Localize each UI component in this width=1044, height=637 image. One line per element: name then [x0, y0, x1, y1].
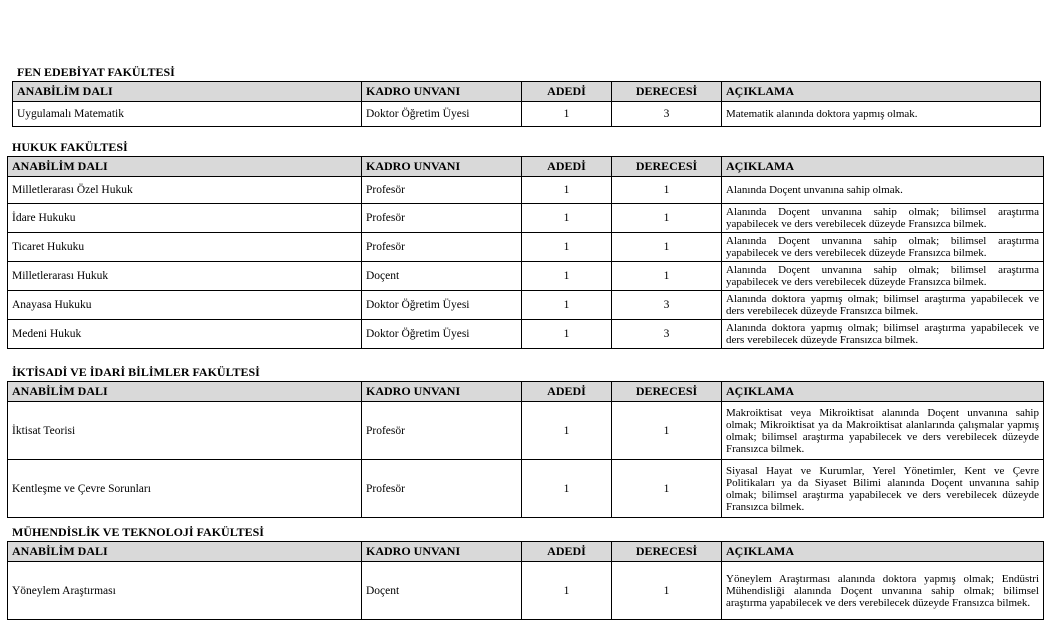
cell-title: Profesör — [362, 460, 522, 518]
header-aciklama: AÇIKLAMA — [722, 82, 1041, 102]
cell-degree: 3 — [612, 291, 722, 320]
header-aciklama: AÇIKLAMA — [722, 542, 1044, 562]
cell-dept: Milletlerarası Özel Hukuk — [8, 177, 362, 204]
header-derecesi: DERECESİ — [612, 382, 722, 402]
table-row — [8, 291, 1044, 320]
cell-desc: Alanında Doçent unvanına sahip olmak; bilimsel araştırma yapabilecek ve ders verebilecek düzeyde Fransızca bilmek. — [722, 262, 1044, 291]
header-kadro-unvani: KADRO UNVANI — [362, 157, 522, 177]
cell-title: Profesör — [362, 177, 522, 204]
table-row — [8, 402, 1044, 460]
table-hukuk — [7, 156, 1044, 349]
table-muhendislik — [7, 541, 1044, 620]
cell-count: 1 — [522, 204, 612, 233]
section-title-iktisadi-idari: İKTİSADİ VE İDARİ BİLİMLER FAKÜLTESİ — [12, 365, 260, 379]
cell-desc: Alanında doktora yapmış olmak; bilimsel araştırma yapabilecek ve ders verebilecek düzeyde Fransızca bilmek. — [722, 320, 1044, 349]
header-kadro-unvani: KADRO UNVANI — [362, 542, 522, 562]
cell-degree: 1 — [612, 562, 722, 620]
cell-degree: 1 — [612, 460, 722, 518]
cell-count: 1 — [522, 233, 612, 262]
cell-degree: 3 — [612, 102, 722, 127]
cell-dept: Milletlerarası Hukuk — [8, 262, 362, 291]
table-header-row — [8, 382, 1044, 402]
cell-title: Profesör — [362, 402, 522, 460]
cell-desc: Siyasal Hayat ve Kurumlar, Yerel Yönetimler, Kent ve Çevre Politikaları ya da Siyaset Bilimi alanında Doçent unvanına sahip olmak; bilimsel araştırma yapabilecek ve ders verebilecek düzeyde Fransızca bilmek. — [722, 460, 1044, 518]
cell-degree: 1 — [612, 233, 722, 262]
cell-desc: Alanında Doçent unvanına sahip olmak. — [722, 177, 1044, 204]
header-anabilim-dali: ANABİLİM DALI — [13, 82, 362, 102]
cell-degree: 1 — [612, 204, 722, 233]
cell-title: Profesör — [362, 233, 522, 262]
header-adedi: ADEDİ — [522, 542, 612, 562]
header-derecesi: DERECESİ — [612, 542, 722, 562]
table-header-row — [13, 82, 1041, 102]
cell-title: Doktor Öğretim Üyesi — [362, 291, 522, 320]
cell-count: 1 — [522, 402, 612, 460]
cell-degree: 1 — [612, 262, 722, 291]
table-row — [8, 460, 1044, 518]
cell-dept: İdare Hukuku — [8, 204, 362, 233]
cell-degree: 3 — [612, 320, 722, 349]
cell-dept: Anayasa Hukuku — [8, 291, 362, 320]
header-kadro-unvani: KADRO UNVANI — [362, 382, 522, 402]
section-title-hukuk: HUKUK FAKÜLTESİ — [12, 140, 128, 154]
section-title-fen-edebiyat: FEN EDEBİYAT FAKÜLTESİ — [17, 65, 175, 79]
cell-degree: 1 — [612, 177, 722, 204]
cell-count: 1 — [522, 291, 612, 320]
table-fen-edebiyat — [12, 81, 1041, 127]
cell-count: 1 — [522, 177, 612, 204]
header-anabilim-dali: ANABİLİM DALI — [8, 542, 362, 562]
table-iktisadi-idari — [7, 381, 1044, 518]
header-adedi: ADEDİ — [522, 157, 612, 177]
cell-count: 1 — [522, 460, 612, 518]
header-anabilim-dali: ANABİLİM DALI — [8, 157, 362, 177]
table-header-row — [8, 157, 1044, 177]
table-row — [8, 204, 1044, 233]
cell-desc: Matematik alanında doktora yapmış olmak. — [722, 102, 1041, 127]
header-aciklama: AÇIKLAMA — [722, 157, 1044, 177]
cell-dept: Kentleşme ve Çevre Sorunları — [8, 460, 362, 518]
table-row — [13, 102, 1041, 127]
cell-title: Doçent — [362, 562, 522, 620]
header-adedi: ADEDİ — [522, 82, 612, 102]
header-aciklama: AÇIKLAMA — [722, 382, 1044, 402]
section-title-muhendislik: MÜHENDİSLİK VE TEKNOLOJİ FAKÜLTESİ — [12, 525, 264, 539]
cell-desc: Yöneylem Araştırması alanında doktora yapmış olmak; Endüstri Mühendisliği alanında Doçent unvanına sahip olmak; bilimsel araştırma yapabilecek ve ders verebilecek düzeyde Fransızca bilmek. — [722, 562, 1044, 620]
cell-title: Doktor Öğretim Üyesi — [362, 102, 522, 127]
header-anabilim-dali: ANABİLİM DALI — [8, 382, 362, 402]
table-row — [8, 320, 1044, 349]
cell-title: Doçent — [362, 262, 522, 291]
table-row — [8, 177, 1044, 204]
table-row — [8, 262, 1044, 291]
table-row — [8, 233, 1044, 262]
cell-desc: Alanında doktora yapmış olmak; bilimsel araştırma yapabilecek ve ders verebilecek düzeyde Fransızca bilmek. — [722, 291, 1044, 320]
cell-count: 1 — [522, 262, 612, 291]
cell-dept: Ticaret Hukuku — [8, 233, 362, 262]
table-row — [8, 562, 1044, 620]
table-header-row — [8, 542, 1044, 562]
cell-dept: İktisat Teorisi — [8, 402, 362, 460]
header-adedi: ADEDİ — [522, 382, 612, 402]
cell-dept: Medeni Hukuk — [8, 320, 362, 349]
cell-desc: Alanında Doçent unvanına sahip olmak; bilimsel araştırma yapabilecek ve ders verebilecek düzeyde Fransızca bilmek. — [722, 204, 1044, 233]
cell-desc: Makroiktisat veya Mikroiktisat alanında Doçent unvanına sahip olmak; Mikroiktisat ya da Makroiktisat alanlarında çalışmalar yapmış olmak; bilimsel araştırma yapabilecek ve ders verebilecek düzeyde Fransızca bilmek. — [722, 402, 1044, 460]
cell-dept: Yöneylem Araştırması — [8, 562, 362, 620]
cell-count: 1 — [522, 562, 612, 620]
cell-dept: Uygulamalı Matematik — [13, 102, 362, 127]
cell-count: 1 — [522, 102, 612, 127]
header-derecesi: DERECESİ — [612, 157, 722, 177]
header-kadro-unvani: KADRO UNVANI — [362, 82, 522, 102]
cell-degree: 1 — [612, 402, 722, 460]
header-derecesi: DERECESİ — [612, 82, 722, 102]
cell-title: Profesör — [362, 204, 522, 233]
cell-desc: Alanında Doçent unvanına sahip olmak; bilimsel araştırma yapabilecek ve ders verebilecek düzeyde Fransızca bilmek. — [722, 233, 1044, 262]
cell-title: Doktor Öğretim Üyesi — [362, 320, 522, 349]
cell-count: 1 — [522, 320, 612, 349]
